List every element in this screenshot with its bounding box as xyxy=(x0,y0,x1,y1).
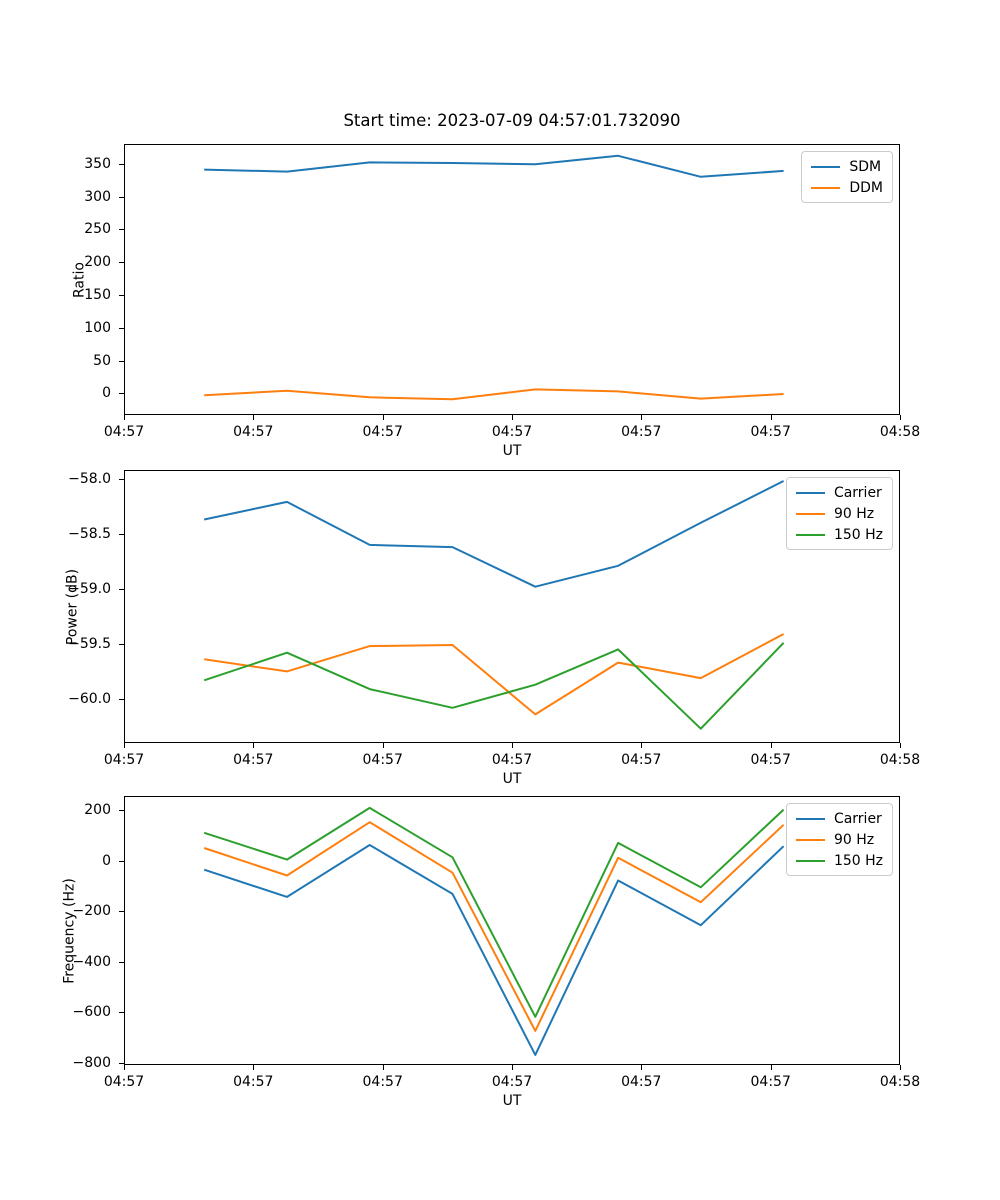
legend-line-swatch-icon xyxy=(796,513,825,515)
legend-entry xyxy=(796,482,883,503)
legend-label: 150 Hz xyxy=(833,526,883,543)
y-tick-label: −58.5 xyxy=(68,525,111,542)
y-axis-label: Power (dB) xyxy=(64,568,80,645)
series-line-90-hz xyxy=(204,634,783,714)
legend-label: 90 Hz xyxy=(833,831,875,848)
y-tick-mark xyxy=(119,479,124,480)
plot-lines xyxy=(125,797,899,1064)
legend-line-swatch-icon xyxy=(796,860,825,862)
legend-label: 90 Hz xyxy=(833,505,875,522)
y-tick-mark xyxy=(119,589,124,590)
series-line-150-hz xyxy=(204,643,783,729)
legend-entry xyxy=(811,177,883,198)
x-tick-label: 04:57 xyxy=(103,1074,145,1090)
y-tick-mark xyxy=(119,861,124,862)
y-tick-mark xyxy=(119,164,124,165)
y-tick-label: 250 xyxy=(84,221,111,238)
y-axis-label: Frequency (Hz) xyxy=(61,877,77,984)
legend-entry xyxy=(811,156,883,177)
x-tick-mark xyxy=(512,743,513,748)
legend-label: 150 Hz xyxy=(833,852,883,869)
x-tick-label: 04:57 xyxy=(233,1074,274,1090)
x-tick-label: 04:57 xyxy=(103,424,145,440)
x-tick-mark xyxy=(253,1065,254,1070)
series-line-90-hz xyxy=(204,822,783,1031)
x-tick-label: 04:57 xyxy=(362,1074,403,1090)
x-tick-label: 04:57 xyxy=(621,1074,662,1090)
legend-line-swatch-icon xyxy=(796,839,825,841)
x-tick-label: 04:58 xyxy=(879,752,921,768)
y-tick-mark xyxy=(119,361,124,362)
x-tick-mark xyxy=(771,1065,772,1070)
x-tick-mark xyxy=(512,1065,513,1070)
legend-line-swatch-icon xyxy=(811,166,840,168)
y-tick-label: −59.0 xyxy=(68,580,111,597)
x-tick-mark xyxy=(124,415,125,420)
legend-line-swatch-icon xyxy=(796,492,825,494)
legend xyxy=(786,477,893,550)
series-line-ddm xyxy=(204,389,783,399)
x-tick-label: 04:57 xyxy=(621,752,662,768)
y-tick-mark xyxy=(119,534,124,535)
x-tick-mark xyxy=(900,1065,901,1070)
axes-panel-3 xyxy=(124,796,900,1065)
y-tick-mark xyxy=(119,295,124,296)
x-tick-mark xyxy=(900,415,901,420)
x-tick-label: 04:57 xyxy=(750,424,791,440)
series-line-carrier xyxy=(204,481,783,587)
series-line-sdm xyxy=(204,156,783,177)
x-tick-mark xyxy=(900,743,901,748)
x-tick-mark xyxy=(253,743,254,748)
x-tick-mark xyxy=(253,415,254,420)
plot-lines xyxy=(125,145,899,414)
x-tick-mark xyxy=(383,415,384,420)
x-tick-mark xyxy=(512,415,513,420)
legend-entry xyxy=(796,524,883,545)
y-tick-mark xyxy=(119,911,124,912)
x-axis-label: UT xyxy=(502,443,522,459)
x-tick-mark xyxy=(641,415,642,420)
plot-lines xyxy=(125,471,899,742)
x-tick-mark xyxy=(383,743,384,748)
x-tick-mark xyxy=(124,743,125,748)
x-tick-mark xyxy=(383,1065,384,1070)
y-tick-label: −200 xyxy=(72,903,111,920)
y-tick-label: 350 xyxy=(84,155,111,172)
legend-label: DDM xyxy=(849,179,883,196)
y-tick-label: 0 xyxy=(102,385,111,402)
x-axis-label: UT xyxy=(502,1093,522,1109)
x-tick-label: 04:57 xyxy=(362,752,403,768)
x-tick-label: 04:57 xyxy=(750,752,791,768)
x-tick-label: 04:57 xyxy=(491,424,533,440)
y-tick-mark xyxy=(119,393,124,394)
y-tick-label: 300 xyxy=(84,188,111,205)
legend-entry xyxy=(796,808,883,829)
y-tick-label: 0 xyxy=(102,852,111,869)
x-tick-mark xyxy=(771,415,772,420)
x-tick-mark xyxy=(641,743,642,748)
x-tick-label: 04:57 xyxy=(491,1074,533,1090)
y-axis-label: Ratio xyxy=(71,261,87,298)
legend-label: Carrier xyxy=(833,810,882,827)
x-tick-label: 04:58 xyxy=(879,424,921,440)
y-tick-label: −800 xyxy=(72,1054,111,1071)
y-tick-mark xyxy=(119,229,124,230)
legend-entry xyxy=(796,850,883,871)
y-tick-label: 50 xyxy=(93,352,111,369)
y-tick-mark xyxy=(119,810,124,811)
y-tick-label: −600 xyxy=(72,1004,111,1020)
figure-title: Start time: 2023-07-09 04:57:01.732090 xyxy=(343,111,681,130)
x-tick-label: 04:58 xyxy=(879,1074,921,1090)
series-line-150-hz xyxy=(204,808,783,1017)
x-tick-mark xyxy=(124,1065,125,1070)
y-tick-label: 100 xyxy=(84,319,111,336)
y-tick-mark xyxy=(119,644,124,645)
legend xyxy=(786,803,893,876)
y-tick-mark xyxy=(119,328,124,329)
x-tick-label: 04:57 xyxy=(491,752,533,768)
legend-label: Carrier xyxy=(833,484,882,501)
axes-panel-2 xyxy=(124,470,900,743)
y-tick-mark xyxy=(119,1063,124,1064)
legend-entry xyxy=(796,503,883,524)
legend-line-swatch-icon xyxy=(811,187,840,189)
y-tick-label: 200 xyxy=(84,254,111,271)
y-tick-mark xyxy=(119,262,124,263)
y-tick-mark xyxy=(119,197,124,198)
x-tick-label: 04:57 xyxy=(362,424,403,440)
y-tick-label: −60.0 xyxy=(68,691,111,707)
y-tick-label: −59.5 xyxy=(68,635,111,652)
legend-label: SDM xyxy=(849,158,882,175)
legend-line-swatch-icon xyxy=(796,534,825,536)
axes-panel-1 xyxy=(124,144,900,415)
x-tick-label: 04:57 xyxy=(233,752,274,768)
legend-line-swatch-icon xyxy=(796,818,825,820)
legend xyxy=(801,151,893,203)
y-tick-mark xyxy=(119,1012,124,1013)
y-tick-label: 150 xyxy=(84,286,111,303)
y-tick-mark xyxy=(119,962,124,963)
y-tick-label: −58.0 xyxy=(68,470,111,487)
x-tick-label: 04:57 xyxy=(621,424,662,440)
x-tick-label: 04:57 xyxy=(103,752,145,768)
x-tick-mark xyxy=(641,1065,642,1070)
x-tick-mark xyxy=(771,743,772,748)
y-tick-label: −400 xyxy=(72,953,111,970)
legend-entry xyxy=(796,829,883,850)
x-tick-label: 04:57 xyxy=(750,1074,791,1090)
x-axis-label: UT xyxy=(502,771,522,787)
x-tick-label: 04:57 xyxy=(233,424,274,440)
y-tick-label: 200 xyxy=(84,802,111,819)
y-tick-mark xyxy=(119,699,124,700)
